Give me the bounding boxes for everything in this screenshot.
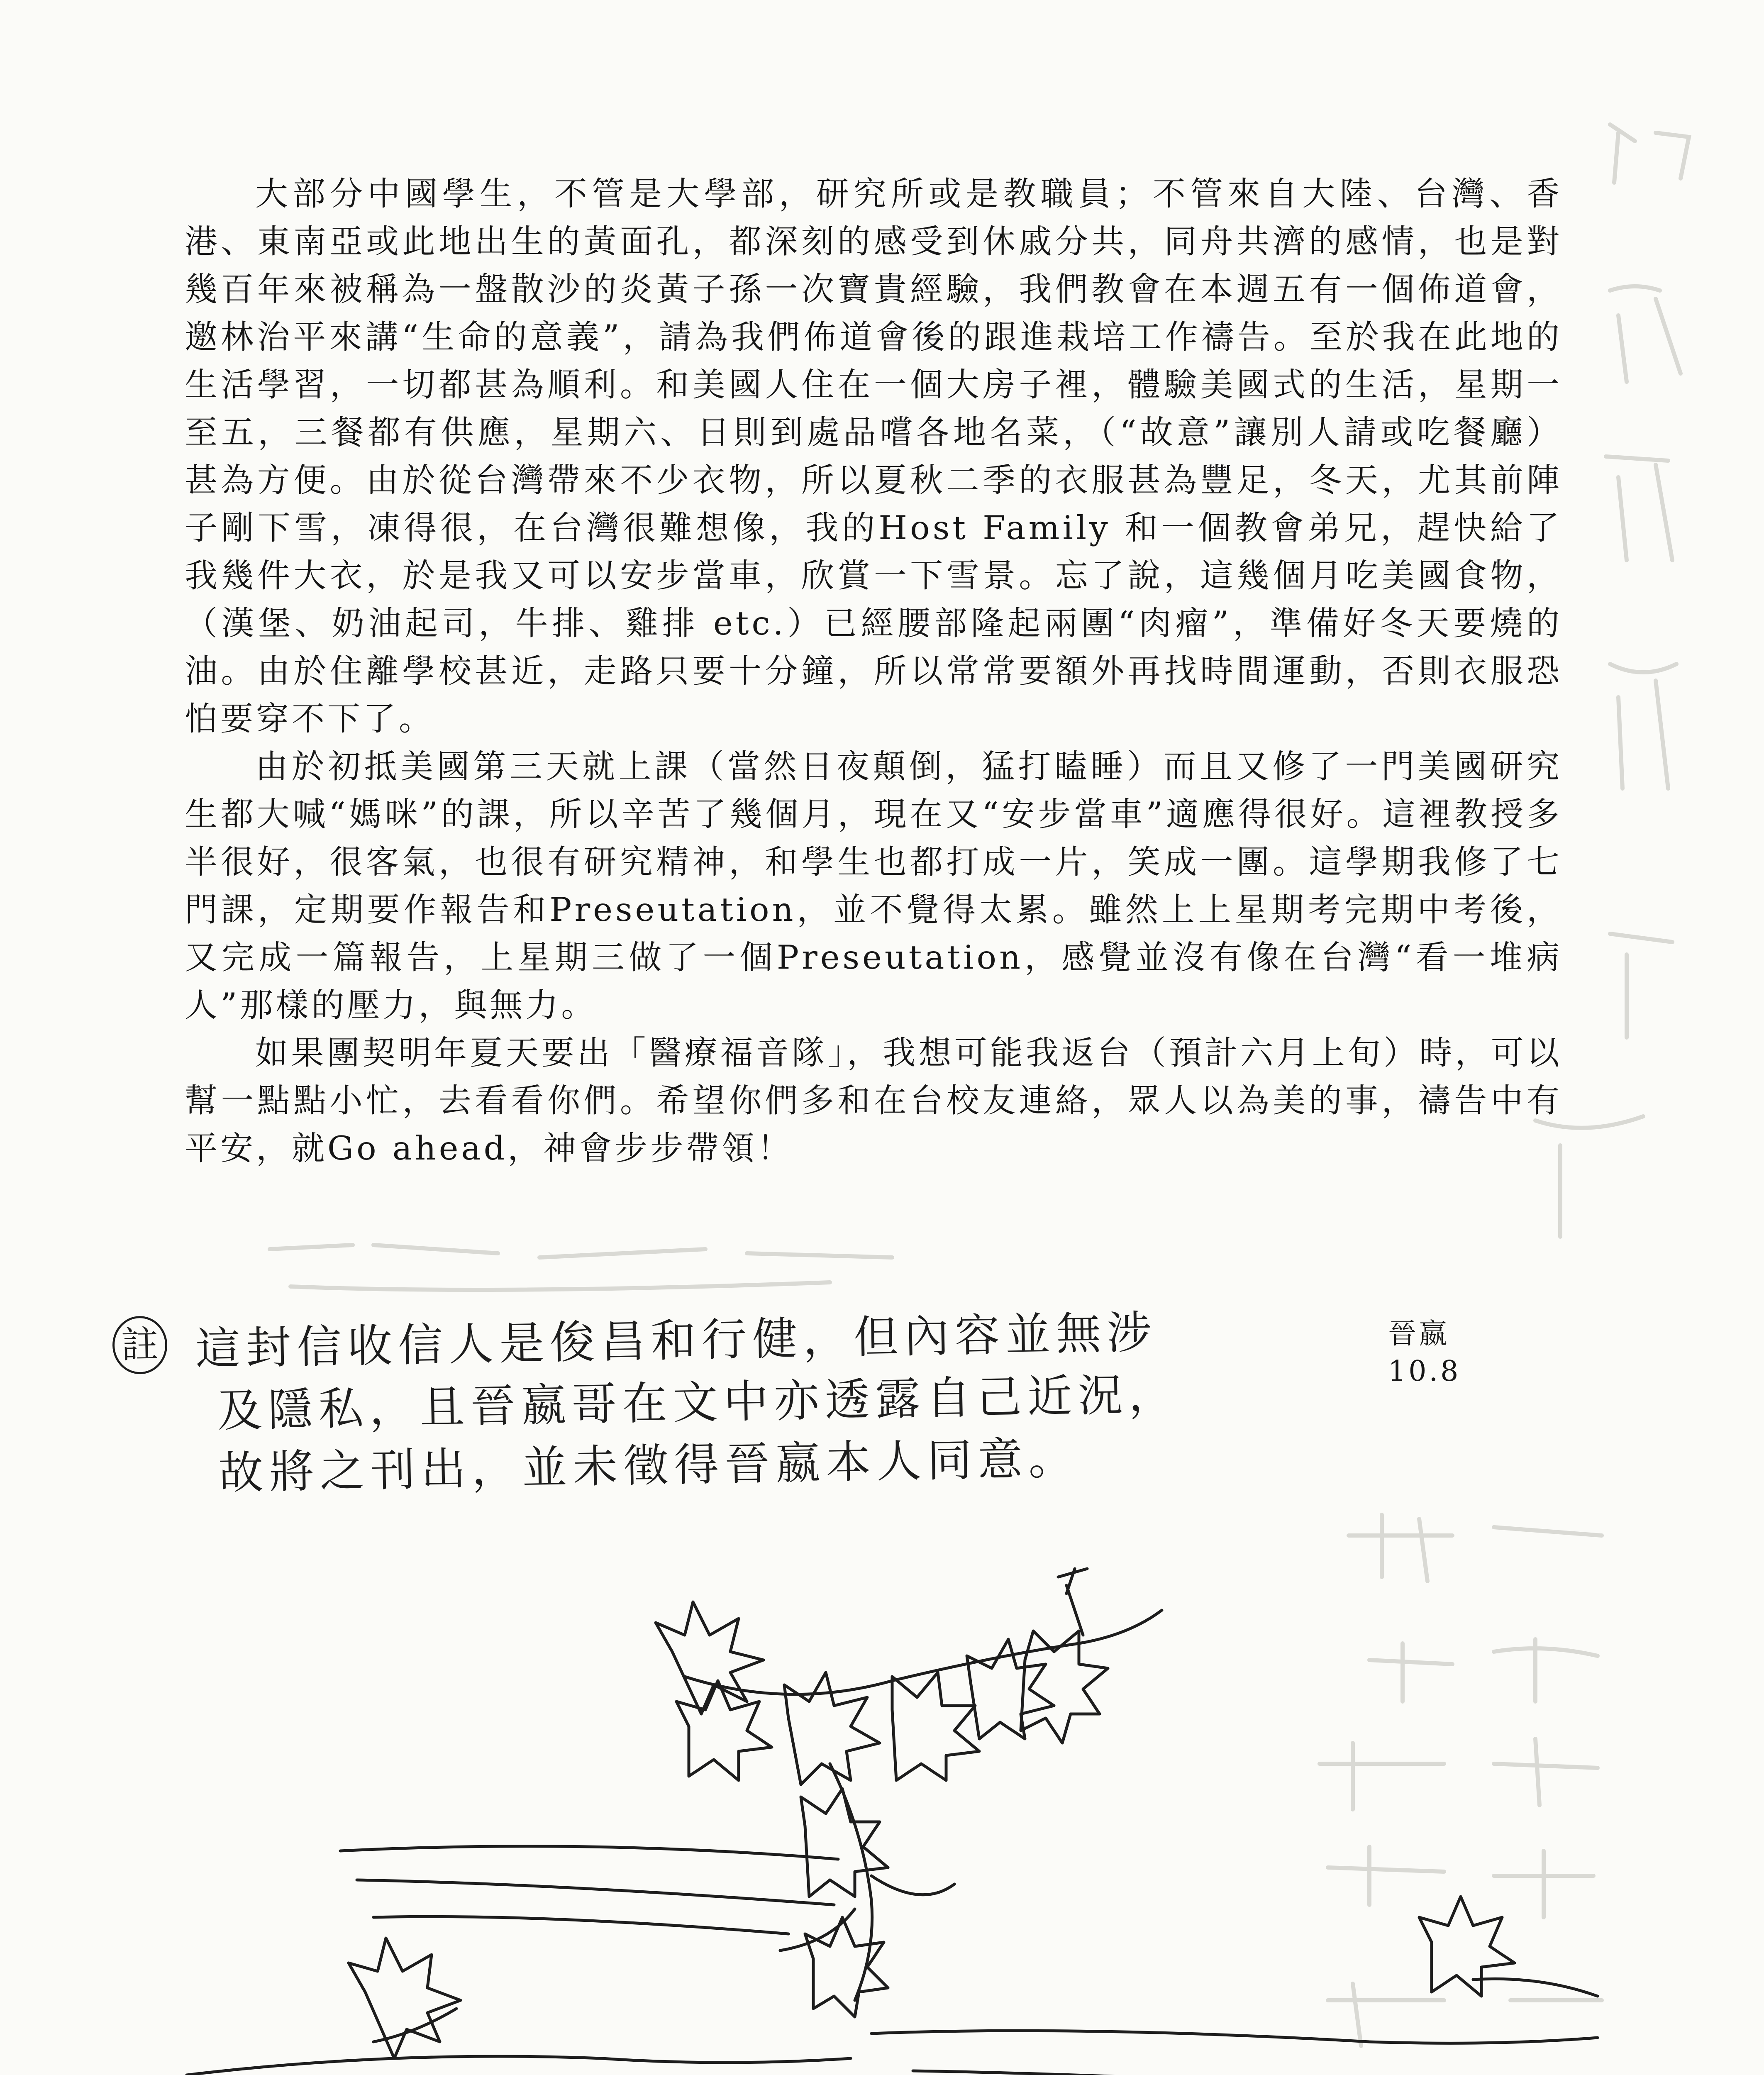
signature-date: 10.8 [1388,1355,1461,1388]
note-line-3: 故將之刊出，並未徵得晉嬴本人同意。 [218,1432,1080,1499]
note-line-1: 這封信收信人是俊昌和行健，但內容並無涉 [195,1306,1158,1375]
note-line-2: 及隱私，且晉嬴哥在文中亦透露自己近況， [217,1368,1180,1437]
letter-paragraph-3: 如果團契明年夏天要出「醫療福音隊」，我想可能我返台（預計六月上旬）時，可以幫一點點小忙，去看看你們。希望你們多和在台校友連絡，眾人以為美的事，禱告中有平安，就Go ahead，神會步步帶領！ [185,1034,1562,1167]
letter-paragraph-1: 大部分中國學生，不管是大學部，研究所或是教職員；不管來自大陸、台灣、香港、東南亞或此地出生的黃面孔，都深刻的感受到休戚分共，同舟共濟的感情，也是對幾百年來被稱為一盤散沙的炎黃子孫一次寶貴經驗，我們教會在本週五有一個佈道會，邀林治平來講“生命的意義”，請為我們佈道會後的跟進栽培工作禱告。至於我在此地的生活學習，一切都甚為順利。和美國人住在一個大房子裡，體驗美國式的生活，星期一至五，三餐都有供應，星期六、日則到處品嚐各地名菜，（“故意”讓別人請或吃餐廳）甚為方便。由於從台灣帶來不少衣物，所以夏秋二季的衣服甚為豐足，冬天，尤其前陣子剛下雪，凍得很，在台灣很難想像，我的Host Family 和一個教會弟兄，趕快給了我幾件大衣，於是我又可以安步當車，欣賞一下雪景。忘了說，這幾個月吃美國食物，（漢堡、奶油起司，牛排、雞排 etc.）已經腰部隆起兩團“肉瘤”，準備好冬天要燒的油。由於住離學校甚近，走路只要十分鐘，所以常常要額外再找時間運動，否則衣服恐怕要穿不下了。 [185,175,1562,738]
letter-paragraph-2: 由於初抵美國第三天就上課（當然日夜顛倒，猛打瞌睡）而且又修了一門美國研究生都大喊“媽咪”的課，所以辛苦了幾個月，現在又“安步當車”適應得很好。這裡教授多半很好，很客氣，也很有研究精神，和學生也都打成一片，笑成一團。這學期我修了七門課，定期要作報告和Preseutation，並不覺得太累。雖然上上星期考完期中考後，又完成一篇報告，上星期三做了一個Preseutation，感覺並沒有像在台灣“看一堆病人”那樣的壓力，與無力。 [185,747,1562,1024]
note-mark: 註 [112,1316,168,1374]
signature-name: 晉嬴 [1388,1318,1450,1350]
